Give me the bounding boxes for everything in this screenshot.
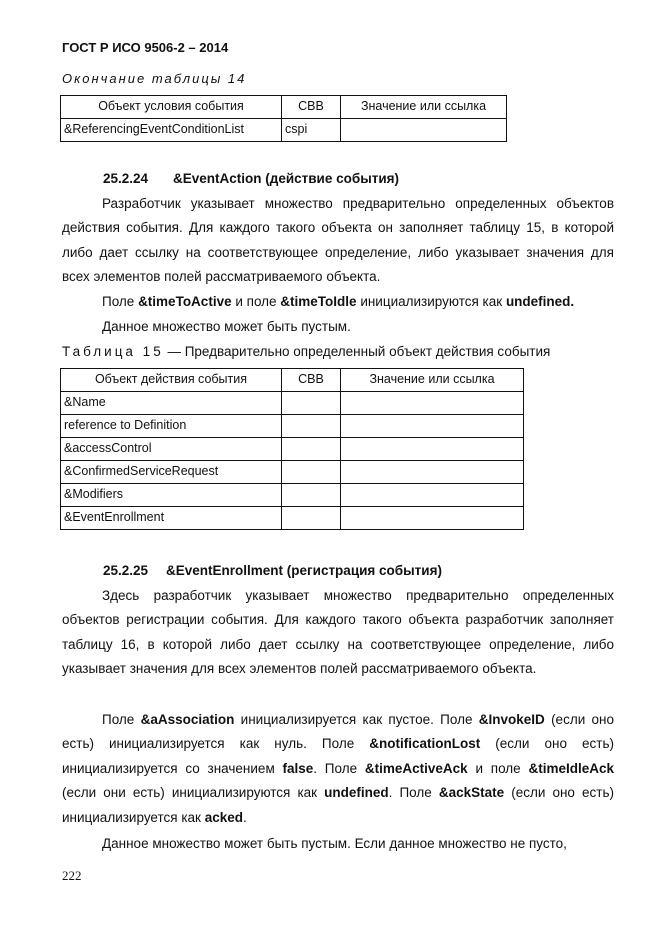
text-run: . Поле bbox=[313, 760, 365, 776]
field-name: &notificationLost bbox=[369, 736, 481, 752]
table-cell bbox=[341, 119, 507, 142]
table-cell: &Modifiers bbox=[61, 484, 282, 507]
text-run: и поле bbox=[467, 760, 529, 776]
section-heading-25-2-25 bbox=[103, 563, 442, 578]
text-run: и поле bbox=[231, 294, 281, 309]
paragraph bbox=[62, 290, 614, 314]
value-keyword: undefined bbox=[324, 785, 389, 801]
table-cell: &ReferencingEventConditionList bbox=[61, 119, 282, 142]
table-cell bbox=[341, 392, 524, 415]
table-cell: &ConfirmedServiceRequest bbox=[61, 461, 282, 484]
text-run: . bbox=[242, 809, 247, 825]
value-keyword: acked bbox=[204, 809, 243, 825]
column-header: CBB bbox=[282, 369, 341, 392]
text-run: (если они есть) инициализируются как bbox=[62, 785, 325, 801]
section-heading-25-2-24 bbox=[103, 171, 399, 186]
table-cell bbox=[341, 484, 524, 507]
section-number: 25.2.24 bbox=[103, 171, 149, 186]
table-14 bbox=[60, 95, 507, 142]
text-run: . Поле bbox=[388, 785, 439, 801]
table-cell bbox=[282, 438, 341, 461]
table-cell: &EventEnrollment bbox=[61, 507, 282, 530]
table-cell bbox=[341, 507, 524, 530]
table-cell: cspi bbox=[282, 119, 341, 142]
paragraph: Разработчик указывает множество предварительно определенных объектов действия события. Для каждого такого объекта он заполняет таблицу 15, в которой либо дает ссылку на соответствующее определение, либо указывает значения для всех элементов полей рассматриваемого объекта. bbox=[62, 196, 614, 285]
table-cell bbox=[282, 461, 341, 484]
paragraph: Данное множество может быть пустым. bbox=[102, 319, 351, 334]
table-row bbox=[61, 507, 524, 530]
text-run: (если оно есть) инициализируется как bbox=[62, 785, 614, 825]
field-name: &timeIdleAck bbox=[528, 760, 614, 776]
section-title: &EventEnrollment (регистрация события) bbox=[166, 563, 442, 578]
field-name: &aAssociation bbox=[140, 712, 235, 727]
table-cell bbox=[282, 484, 341, 507]
text-run: инициализируется как пустое. Поле bbox=[234, 712, 479, 727]
page-number: 222 bbox=[62, 868, 82, 883]
paragraph: Здесь разработчик указывает множество предварительно определенных объектов регистрации события. Для каждого такого объекта разработчик заполняет таблицу 16, в которой либо дает ссылку на соответствующее определение, либо указывает значения для всех элементов полей рассматриваемого объекта. bbox=[62, 588, 614, 677]
table14-continuation-caption: Окончание таблицы 14 bbox=[62, 71, 247, 86]
table-cell: reference to Definition bbox=[61, 415, 282, 438]
table-row bbox=[61, 392, 524, 415]
column-header: CBB bbox=[282, 96, 341, 119]
table-row bbox=[61, 415, 524, 438]
paragraph: Данное множество может быть пустым. Если данное множество не пусто, bbox=[102, 836, 567, 851]
text-run: инициализируются как bbox=[356, 294, 506, 309]
table-caption-text: — Предварительно определенный объект действия события bbox=[163, 344, 551, 359]
field-name: &timeToActive bbox=[138, 294, 232, 309]
field-name: &InvokeID bbox=[478, 712, 545, 727]
table-header-row bbox=[61, 369, 524, 392]
field-name: &ackState bbox=[438, 785, 505, 801]
text-run: (если оно есть) инициализируется со значением bbox=[62, 736, 614, 776]
section-number: 25.2.25 bbox=[103, 563, 149, 578]
table-cell bbox=[282, 392, 341, 415]
value-keyword: false bbox=[282, 760, 314, 776]
table-row bbox=[61, 461, 524, 484]
table-row bbox=[61, 438, 524, 461]
text-run: Поле bbox=[102, 712, 141, 727]
table-cell: &accessControl bbox=[61, 438, 282, 461]
section-title: &EventAction (действие события) bbox=[173, 171, 400, 186]
table15-caption bbox=[62, 344, 550, 359]
table-cell bbox=[341, 415, 524, 438]
table-header-row bbox=[61, 96, 507, 119]
column-header: Объект условия события bbox=[61, 96, 282, 119]
paragraph bbox=[62, 708, 614, 830]
table-cell bbox=[341, 461, 524, 484]
table-label: Таблица 15 bbox=[62, 344, 164, 359]
text-run: (если оно есть) инициализируется как нуль. Поле bbox=[62, 712, 614, 752]
table-row bbox=[61, 119, 507, 142]
table-cell bbox=[341, 438, 524, 461]
field-name: &timeToIdle bbox=[280, 294, 357, 309]
field-name: &timeActiveAck bbox=[364, 760, 468, 776]
column-header: Значение или ссылка bbox=[341, 369, 524, 392]
table-cell bbox=[282, 415, 341, 438]
text-run: Поле bbox=[102, 294, 139, 309]
column-header: Значение или ссылка bbox=[341, 96, 507, 119]
table-15 bbox=[60, 368, 524, 530]
table-cell: &Name bbox=[61, 392, 282, 415]
column-header: Объект действия события bbox=[61, 369, 282, 392]
table-cell bbox=[282, 507, 341, 530]
value-keyword: undefined. bbox=[505, 294, 575, 309]
table-row bbox=[61, 484, 524, 507]
document-header: ГОСТ Р ИСО 9506-2 – 2014 bbox=[62, 40, 229, 55]
